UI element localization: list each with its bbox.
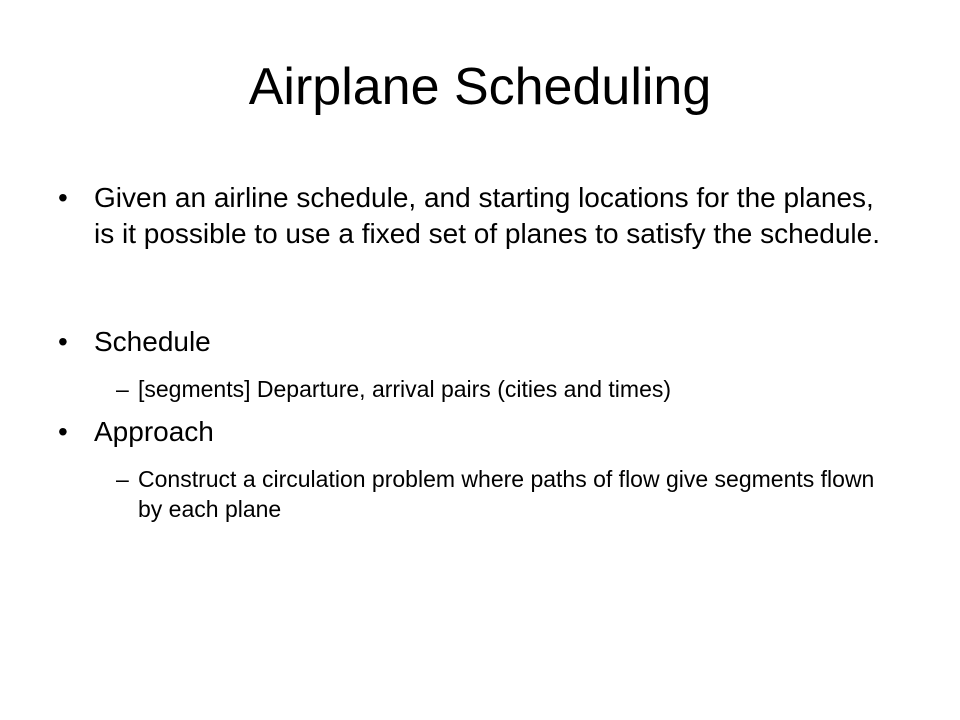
sub-bullet-item — [58, 374, 888, 404]
bullet-text: Given an airline schedule, and starting locations for the planes, is it possible to use a fixed set of planes to satisfy the schedule. — [94, 182, 880, 249]
bullet-text: Approach — [94, 416, 214, 447]
bullet-item — [58, 180, 888, 252]
sub-bullet-item — [58, 464, 888, 524]
sub-bullet-marker: – — [116, 466, 129, 492]
bullet-item — [58, 324, 888, 360]
slide-content — [58, 180, 888, 524]
slide-title: Airplane Scheduling — [248, 58, 712, 116]
sub-bullet-marker: – — [116, 376, 129, 402]
sub-bullet-text: [segments] Departure, arrival pairs (cities and times) — [138, 376, 672, 402]
sub-bullet-text: Construct a circulation problem where paths of flow give segments flown by each plane — [138, 466, 875, 522]
bullet-text: Schedule — [94, 326, 211, 357]
bullet-marker: • — [58, 326, 68, 357]
bullet-marker: • — [58, 182, 68, 213]
bullet-marker: • — [58, 416, 68, 447]
bullet-item — [58, 414, 888, 450]
